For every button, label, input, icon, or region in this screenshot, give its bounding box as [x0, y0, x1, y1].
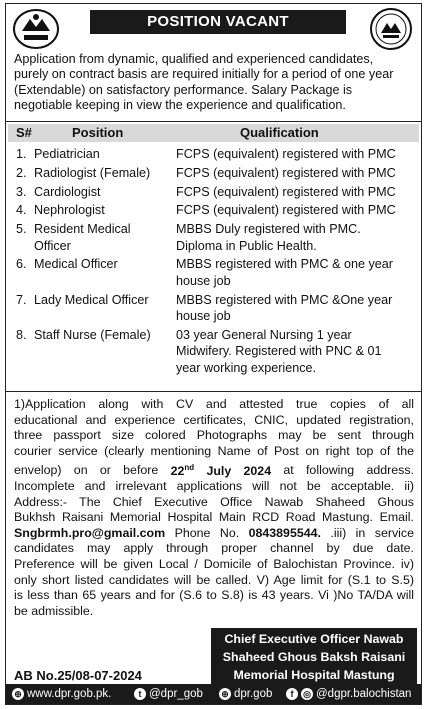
row-position — [34, 256, 118, 272]
row-qualification — [176, 256, 412, 289]
row-number: 7. — [16, 292, 27, 307]
signature-line: Memorial Hospital Mastung — [233, 668, 395, 682]
notes-line — [14, 526, 414, 542]
positions-table — [8, 146, 419, 378]
notes-text: Phone No. — [165, 525, 249, 540]
position-line: Lady Medical Officer — [34, 292, 149, 307]
qualification-line: FCPS (equivalent) registered with PMC — [176, 184, 396, 199]
notes-line: only short listed candidates will be called. V) Age limit for (S.1 to S.5) — [14, 572, 414, 587]
notes-line: 1)Application along with CV and attested true copies of all — [14, 397, 414, 411]
position-line: Pediatrician — [34, 147, 100, 161]
notes-line: courier service (clearly mentioning Name of Post on right top of the — [14, 443, 414, 458]
row-position — [34, 292, 149, 308]
intro-paragraph — [14, 52, 414, 114]
position-line: Officer — [34, 238, 71, 253]
position-line: Nephrologist — [34, 203, 105, 218]
notes-line: three passport size colored Photographs may be sent through — [14, 428, 414, 443]
table-row — [8, 202, 419, 221]
qualification-line: FCPS (equivalent) registered with PMC — [176, 203, 396, 218]
row-qualification — [176, 184, 412, 200]
qualification-line: house job — [176, 308, 231, 323]
footer-social-text: @dgpr.balochistan — [316, 688, 412, 700]
qualification-line: Diploma in Public Health. — [176, 238, 317, 253]
row-number: 2. — [16, 165, 27, 180]
divider — [6, 391, 421, 392]
date-suffix: nd — [184, 462, 195, 472]
row-position — [34, 327, 151, 343]
ad-number: AB No.25/08-07-2024 — [14, 668, 142, 683]
intro-line: purely on contract basis are required initially for a period of one year — [14, 67, 394, 82]
notes-line: Incomplete and irrelevant applications will not be acceptable. ii) — [14, 479, 414, 494]
row-qualification — [176, 327, 412, 376]
twitter-icon: t — [134, 688, 146, 700]
qualification-line: MBBS Duly registered with PMC. — [176, 222, 361, 237]
position-line: Radiologist (Female) — [34, 165, 151, 180]
position-line: Staff Nurse (Female) — [34, 327, 151, 342]
page-title: POSITION VACANT — [90, 10, 346, 34]
table-row — [8, 292, 419, 327]
advertisement-page — [5, 3, 422, 705]
header-qualification: Qualification — [240, 125, 319, 140]
signature-block — [211, 628, 417, 686]
row-qualification — [176, 221, 412, 254]
qualification-line: MBBS registered with PMC & one year — [176, 257, 393, 272]
row-position — [34, 221, 131, 254]
facebook-icon: f — [286, 688, 298, 700]
notes-line: be admissible. — [14, 603, 94, 618]
position-line: Medical Officer — [34, 257, 118, 272]
row-qualification — [176, 292, 412, 325]
notes-line: is less than 65 years and for (S.6 to S.8) is 43 years. Vi )No TA/DA will — [14, 588, 414, 603]
footer-social[interactable] — [286, 684, 411, 704]
row-position — [34, 146, 100, 162]
row-number: 3. — [16, 184, 27, 199]
date-rest: July 2024 — [194, 463, 272, 478]
footer-website[interactable] — [12, 684, 111, 704]
qualification-line: FCPS (equivalent) registered with PMC — [176, 165, 396, 180]
header-position: Position — [72, 125, 124, 140]
notes-line: Address:- The Chief Executive Office Nawab Shaheed Ghous — [14, 494, 414, 509]
footer-website2-text: dpr.gob — [234, 688, 273, 700]
row-number: 4. — [16, 203, 27, 218]
notes-line — [14, 459, 414, 479]
qualification-line: house job — [176, 273, 231, 288]
qualification-line: 03 year General Nursing 1 year — [176, 327, 352, 342]
notes-line: Preference will be given Local / Domicile of Balochistan Province. iv) — [14, 557, 414, 572]
footer-twitter-text: @dpr_gob — [149, 688, 203, 700]
intro-line: negotiable keeping in view the experience and qualification. — [14, 98, 346, 113]
notes-line: candidates may apply through proper channel by due date. — [14, 541, 414, 556]
row-number: 1. — [16, 147, 27, 161]
table-row — [8, 256, 419, 291]
table-row — [8, 184, 419, 203]
notes-line: educational and experience certificates, CNIC, updated registration, — [14, 412, 414, 427]
row-qualification — [176, 146, 412, 162]
header-sn: S# — [16, 125, 32, 140]
footer-website-text: www.dpr.gob.pk. — [27, 688, 112, 700]
footer-bar — [6, 684, 421, 704]
row-position — [34, 165, 150, 181]
qualification-line: Midwifery. Registered with PNC & 01 — [176, 344, 382, 359]
row-number: 5. — [16, 222, 27, 237]
intro-line: Application from dynamic, qualified and experienced candidates, — [14, 52, 374, 66]
row-position — [34, 202, 105, 218]
govt-seal-icon — [12, 7, 60, 51]
table-row — [8, 327, 419, 379]
position-line: Cardiologist — [34, 184, 101, 199]
deadline-date — [171, 464, 272, 478]
qualification-line: year working experience. — [176, 360, 317, 375]
table-row — [8, 146, 419, 165]
globe-icon: ⊕ — [219, 688, 231, 700]
hospital-seal-icon — [367, 7, 415, 51]
footer-twitter[interactable] — [134, 684, 203, 704]
instructions-paragraph — [14, 397, 414, 619]
divider — [6, 121, 421, 122]
qualification-line: FCPS (equivalent) registered with PMC — [176, 147, 396, 161]
notes-text: at following address. — [271, 463, 415, 478]
row-position — [34, 184, 101, 200]
notes-text: envelop) on or before — [14, 463, 171, 478]
email-link[interactable]: Sngbrmh.pro@gmail.com — [14, 525, 166, 540]
instagram-icon: ◎ — [301, 688, 313, 700]
row-qualification — [176, 202, 412, 218]
position-line: Resident Medical — [34, 222, 131, 237]
footer-website2[interactable] — [219, 684, 272, 704]
date-day: 22 — [170, 463, 185, 478]
row-number: 6. — [16, 257, 27, 272]
globe-icon: ⊕ — [12, 688, 24, 700]
row-qualification — [176, 165, 412, 181]
signature-line: Shaheed Ghous Baksh Raisani — [222, 650, 406, 664]
intro-line: (Extendable) on satisfactory performance. Salary Package is — [14, 82, 353, 97]
qualification-line: MBBS registered with PMC &One year — [176, 292, 393, 307]
notes-line: Bukhsh Raisani Memorial Hospital Main RCD Road Mastung. Email. — [14, 510, 414, 525]
table-row — [8, 221, 419, 256]
notes-text: .iii) in service — [320, 525, 414, 540]
row-number: 8. — [16, 327, 27, 342]
signature-line: Chief Executive Officer Nawab — [224, 632, 404, 646]
table-row — [8, 165, 419, 184]
table-header — [8, 124, 419, 142]
phone-number: 0843895544. — [248, 525, 321, 540]
